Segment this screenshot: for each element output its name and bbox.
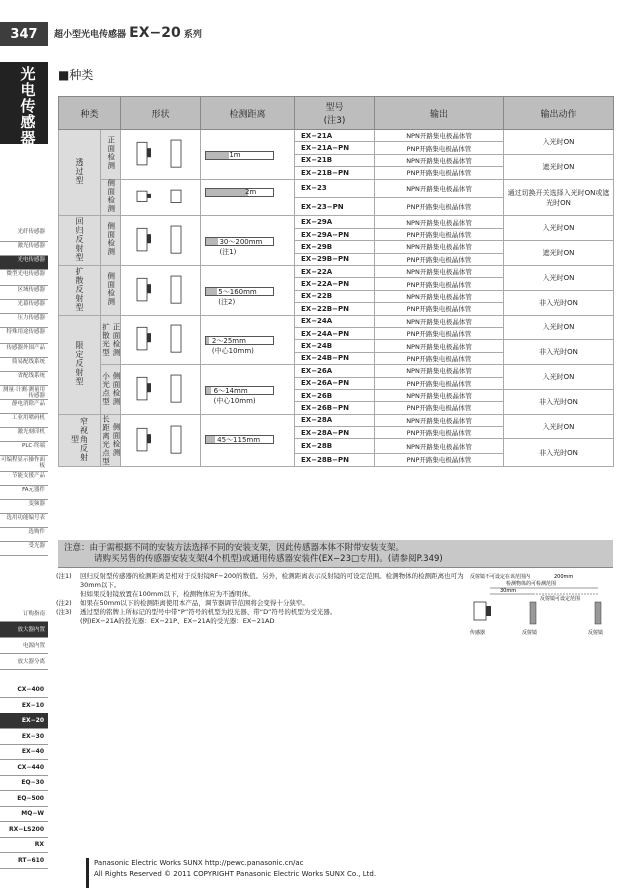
model-cell: EX−26B	[295, 389, 375, 401]
output-cell: NPN开路集电极晶体管	[375, 130, 504, 142]
output-cell: PNP开路集电极晶体管	[375, 198, 504, 216]
sidebar-nav-item[interactable]: 变频器	[0, 500, 48, 514]
footnote-key: (注1)	[56, 572, 72, 580]
shape-image-cell	[121, 315, 201, 365]
table-row	[59, 266, 614, 278]
section-title: ■种类	[58, 68, 94, 82]
output-cell: PNP开路集电极晶体管	[375, 352, 504, 364]
distance-bar-fill	[206, 288, 217, 295]
subcategory-label: 正面检测	[106, 136, 116, 171]
output-cell: NPN开路集电极晶体管	[375, 179, 504, 197]
title-suffix: 系列	[183, 30, 202, 40]
subcategory-label: 侧面检测	[112, 423, 122, 458]
sensor-shape-icon	[123, 217, 199, 262]
model-cell: EX−26B−PN	[295, 402, 375, 414]
category-cell	[59, 315, 101, 414]
sensor-shape-icon	[123, 417, 199, 462]
footnote-row	[56, 617, 466, 626]
model-cell: EX−29A	[295, 216, 375, 228]
distance-bar-fill	[206, 436, 215, 443]
shape-image-cell	[121, 414, 201, 466]
distance-bar-fill	[206, 238, 218, 245]
distance-cell	[201, 130, 295, 180]
subcategory-label: 小光点型	[101, 372, 111, 407]
title-series: EX−20	[129, 25, 181, 41]
action-cell: 入光时ON	[504, 365, 614, 390]
sidebar-nav-item[interactable]: 特殊用途传感器	[0, 328, 48, 344]
product-nav-item[interactable]: RT−610	[0, 853, 48, 869]
model-cell: EX−24A	[295, 315, 375, 327]
subcategory-cell	[101, 365, 121, 415]
output-cell: PNP开路集电极晶体管	[375, 427, 504, 439]
sidebar-nav-item[interactable]: 选用功能编号表	[0, 514, 48, 528]
sidebar-nav-item[interactable]: PLC·终端	[0, 442, 48, 456]
col-header-shape: 形状	[121, 97, 201, 130]
model-cell: EX−26A−PN	[295, 377, 375, 389]
sensor-shape-icon	[123, 267, 199, 312]
footnote-row	[56, 599, 466, 608]
shape-image-cell	[121, 365, 201, 415]
diagram-mirror-icon-2	[595, 602, 601, 624]
output-cell: PNP开路集电极晶体管	[375, 228, 504, 240]
footnote-text: (例)EX−21A的投光器：EX−21P、EX−21A的受光器：EX−21AD	[80, 617, 275, 625]
product-nav-item[interactable]: CX−440	[0, 760, 48, 776]
distance-bar	[205, 188, 274, 197]
sidebar-bottom-nav-item[interactable]: 放大器内置	[0, 622, 48, 638]
sidebar-nav-item[interactable]: 光幕传感器	[0, 300, 48, 314]
diagram-mirror-label-2: 反射镜	[588, 630, 604, 636]
sidebar-nav-item[interactable]: 压力传感器	[0, 314, 48, 328]
shape-image-cell	[121, 179, 201, 216]
table-row	[59, 365, 614, 377]
footnotes	[56, 572, 466, 626]
footnote-key: (注2)	[56, 599, 72, 607]
output-cell: PNP开路集电极晶体管	[375, 278, 504, 290]
footer-line-1: Panasonic Electric Works SUNX http://pewc.panasonic.cn/ac	[94, 859, 304, 867]
sensor-shape-icon	[123, 366, 199, 411]
action-cell: 非入光时ON	[504, 389, 614, 414]
diagram-mirror-icon	[530, 602, 536, 624]
output-cell: PNP开路集电极晶体管	[375, 402, 504, 414]
action-cell: 通过切换开关选择入光时ON或遮光时ON	[504, 179, 614, 216]
subcategory-label: 侧面检测	[106, 222, 116, 257]
model-cell: EX−28A	[295, 414, 375, 426]
diagram-200mm-label: 200mm	[554, 574, 574, 580]
sensor-shape-icon	[123, 316, 199, 361]
category-label: 透过型	[75, 158, 84, 186]
action-cell: 入光时ON	[504, 414, 614, 439]
reflector-range-diagram	[470, 572, 620, 642]
sidebar-bottom-nav-item[interactable]: 放大器分离	[0, 654, 48, 670]
subcategory-label: 侧面检测	[106, 179, 116, 214]
category-label: 扩散反射型	[75, 266, 84, 312]
sidebar-nav-item[interactable]: 区域传感器	[0, 286, 48, 300]
model-cell: EX−22B−PN	[295, 303, 375, 315]
subcategory-cell	[101, 266, 121, 316]
model-cell: EX−29B	[295, 241, 375, 253]
footnote-row	[56, 590, 466, 599]
types-table	[58, 96, 613, 467]
subcategory-cell	[101, 216, 121, 266]
output-cell: NPN开路集电极晶体管	[375, 340, 504, 352]
model-cell: EX−28B−PN	[295, 454, 375, 466]
output-cell: NPN开路集电极晶体管	[375, 241, 504, 253]
sidebar-nav-item[interactable]: 微型光电传感器	[0, 270, 48, 286]
product-nav-item[interactable]: RX	[0, 837, 48, 853]
output-cell: NPN开路集电极晶体管	[375, 414, 504, 426]
footnote-key: (注3)	[56, 608, 72, 616]
sidebar-nav-item[interactable]: 节能支援产品	[0, 472, 48, 486]
subcategory-label: 正面检测	[112, 322, 122, 357]
table-row	[59, 414, 614, 426]
table-row	[59, 179, 614, 197]
output-cell: PNP开路集电极晶体管	[375, 303, 504, 315]
col-header-output: 输出	[375, 97, 504, 130]
page-title	[54, 25, 202, 41]
output-cell: NPN开路集电极晶体管	[375, 154, 504, 166]
footnote-key	[56, 617, 80, 626]
category-cell	[59, 414, 101, 466]
distance-label: 1m	[229, 150, 241, 159]
diagram-detect-range-label: 检测物体的可检测范围	[506, 581, 557, 587]
table-row	[59, 216, 614, 228]
footnote-key	[56, 590, 80, 599]
output-cell: NPN开路集电极晶体管	[375, 266, 504, 278]
col-header-model	[295, 97, 375, 130]
distance-label: 2～25mm (中心10mm)	[211, 337, 254, 356]
model-cell: EX−23−PN	[295, 198, 375, 216]
col-header-type: 种类	[59, 97, 121, 130]
category-cell	[59, 130, 101, 216]
distance-label: 5～160mm (注2)	[218, 287, 257, 306]
sidebar-nav-item[interactable]: 激光刻印机	[0, 428, 48, 442]
footnote-row	[56, 572, 466, 590]
category-cell	[59, 266, 101, 316]
action-cell: 入光时ON	[504, 315, 614, 340]
model-header-l1: 型号	[325, 103, 344, 113]
shape-image-cell	[121, 130, 201, 180]
product-nav-item[interactable]: MQ−W	[0, 806, 48, 822]
col-header-distance: 检测距离	[201, 97, 295, 130]
note-line-1: 注意：由于需根据不同的安装方法选择不同的安装支架，因此传感器本体不附带安装支架。	[64, 543, 405, 553]
model-cell: EX−24A−PN	[295, 327, 375, 339]
table-row	[59, 130, 614, 142]
footer	[94, 858, 376, 880]
sidebar-nav-item[interactable]: 传感器外围产品	[0, 344, 48, 358]
install-note	[58, 540, 613, 568]
distance-cell	[201, 179, 295, 216]
output-cell: PNP开路集电极晶体管	[375, 377, 504, 389]
footnote-row	[56, 608, 466, 617]
diagram-sensor-label: 传感器	[470, 630, 486, 636]
sidebar-nav-item[interactable]: 光电传感器	[0, 256, 48, 270]
model-cell: EX−29B−PN	[295, 253, 375, 265]
diagram-mirror-label: 反射镜	[522, 630, 538, 636]
model-header-l2: (注3)	[323, 116, 346, 126]
diagram-sensor-icon	[474, 602, 491, 620]
footnote-text: 回归反射型传感器的检测距离是相对于反射镜RF−200的数值。另外，检测距离表示反射镜的可设定范围。检测物体的检测距离也可为30mm以下。	[80, 572, 464, 589]
sidebar-nav-item[interactable]: 工业用喷码机	[0, 414, 48, 428]
category-label: 限定反射型	[75, 341, 84, 387]
subcategory-cell	[101, 315, 121, 365]
output-cell: NPN开路集电极晶体管	[375, 315, 504, 327]
page-number: 347	[0, 22, 48, 46]
sidebar-nav-item[interactable]: 测量·计测·测量用传感器	[0, 386, 48, 400]
output-cell: PNP开路集电极晶体管	[375, 454, 504, 466]
sidebar-nav-item[interactable]: FA元器件	[0, 486, 48, 500]
model-cell: EX−21A	[295, 130, 375, 142]
model-cell: EX−22A	[295, 266, 375, 278]
distance-bar-fill	[206, 189, 248, 196]
subcategory-label: 扩散光型	[101, 322, 111, 357]
subcategory-cell	[101, 414, 121, 466]
subcategory-label: 长距离光点型	[101, 414, 111, 466]
product-nav-item[interactable]: EX−10	[0, 698, 48, 714]
sidebar-nav-item[interactable]: 静电消除产品	[0, 400, 48, 414]
subcategory-cell	[101, 130, 121, 180]
distance-label: 2m	[244, 187, 257, 196]
table-row	[59, 315, 614, 327]
footnote-text: 但如果反射镜放置在100mm以下，检测物体应为不透明体。	[80, 590, 255, 598]
title-prefix: 超小型光电传感器	[54, 30, 127, 40]
model-cell: EX−28A−PN	[295, 427, 375, 439]
action-cell: 非入光时ON	[504, 439, 614, 466]
model-cell: EX−21B−PN	[295, 167, 375, 179]
sidebar-nav-item[interactable]: 简易配线系统	[0, 358, 48, 372]
sidebar-vertical-title: 光电传感器	[20, 65, 36, 147]
action-cell: 遮光时ON	[504, 241, 614, 266]
subcategory-cell	[101, 179, 121, 216]
model-cell: EX−22B	[295, 290, 375, 302]
table-header-row	[59, 97, 614, 130]
output-cell: PNP开路集电极晶体管	[375, 167, 504, 179]
shape-image-cell	[121, 216, 201, 266]
sidebar-bottom-nav-item[interactable]: 电源内置	[0, 638, 48, 654]
distance-bar-fill	[206, 152, 229, 159]
output-cell: NPN开路集电极晶体管	[375, 389, 504, 401]
category-cell	[59, 216, 101, 266]
output-cell: PNP开路集电极晶体管	[375, 253, 504, 265]
sidebar-nav-item[interactable]: 光纤传感器	[0, 228, 48, 242]
distance-bar-fill	[206, 387, 211, 394]
model-cell: EX−28B	[295, 439, 375, 454]
action-cell: 入光时ON	[504, 216, 614, 241]
sidebar-nav-item[interactable]: 选购件	[0, 528, 48, 542]
output-cell: NPN开路集电极晶体管	[375, 216, 504, 228]
product-nav-item[interactable]: EQ−500	[0, 791, 48, 807]
diagram-cannot-set-label: 反射镜不可设定在该范围内	[470, 574, 531, 580]
product-nav-item[interactable]: EQ−30	[0, 775, 48, 791]
shape-image-cell	[121, 266, 201, 316]
action-cell: 入光时ON	[504, 130, 614, 155]
model-cell: EX−29A−PN	[295, 228, 375, 240]
distance-label: 6～14mm (中心10mm)	[213, 386, 256, 405]
model-cell: EX−24B−PN	[295, 352, 375, 364]
model-cell: EX−24B	[295, 340, 375, 352]
sidebar-nav-item[interactable]: 省配线系统	[0, 372, 48, 386]
category-label: 窄视角反射型	[70, 416, 89, 462]
distance-label: 45～115mm	[217, 436, 261, 445]
footer-line-2: All Rights Reserved © 2011 COPYRIGHT Panasonic Electric Works SUNX Co., Ltd.	[94, 870, 377, 878]
sidebar-bottom-nav-item[interactable]: 订购指南	[0, 606, 48, 622]
product-nav-item[interactable]: EX−40	[0, 744, 48, 760]
product-nav-item[interactable]: EX−30	[0, 729, 48, 745]
action-cell: 入光时ON	[504, 266, 614, 291]
diagram-mirror-range-label: 反射镜可设定范围	[540, 596, 581, 602]
diagram-30mm-label: 30mm	[500, 588, 517, 594]
category-label: 回归反射型	[75, 217, 84, 263]
sidebar-nav-item[interactable]: 受光器	[0, 542, 48, 556]
distance-label: 30～200mm (注1)	[219, 238, 263, 257]
note-line-2: 请购买另售的传感器安装支架(4个机型)或通用传感器安装件(EX−23□专用)。(请参阅P.349)	[94, 554, 443, 564]
sensor-shape-icon	[123, 186, 199, 207]
product-nav-item[interactable]: EX−20	[0, 713, 48, 729]
distance-cell	[201, 365, 295, 415]
product-nav-item[interactable]: CX−400	[0, 682, 48, 698]
model-cell: EX−23	[295, 179, 375, 197]
footnote-text: 透过型的铭牌上所标记的型号中带“P”符号的机型为投光器、带“D”符号的机型为受光器。	[80, 608, 337, 616]
distance-cell	[201, 414, 295, 466]
output-cell: PNP开路集电极晶体管	[375, 142, 504, 154]
model-cell: EX−26A	[295, 365, 375, 377]
model-cell: EX−21B	[295, 154, 375, 166]
subcategory-label: 侧面检测	[112, 372, 122, 407]
distance-cell	[201, 216, 295, 266]
col-header-action: 输出动作	[504, 97, 614, 130]
output-cell: NPN开路集电极晶体管	[375, 365, 504, 377]
output-cell: PNP开路集电极晶体管	[375, 327, 504, 339]
sensor-shape-icon	[123, 131, 199, 176]
subcategory-label: 侧面检测	[106, 272, 116, 307]
footer-bar	[86, 858, 89, 888]
model-cell: EX−21A−PN	[295, 142, 375, 154]
action-cell: 遮光时ON	[504, 154, 614, 179]
model-cell: EX−22A−PN	[295, 278, 375, 290]
distance-bar-fill	[206, 337, 209, 344]
output-cell: NPN开路集电极晶体管	[375, 290, 504, 302]
footnote-text: 如果在50mm以下的检测距离使用本产品，调节器调节范围将会变得十分狭窄。	[80, 599, 309, 607]
distance-cell	[201, 315, 295, 365]
action-cell: 非入光时ON	[504, 340, 614, 365]
output-cell: NPN开路集电极晶体管	[375, 439, 504, 454]
sidebar-nav-item[interactable]: 可编程显示操作面板	[0, 456, 48, 472]
product-nav-item[interactable]: RX−LS200	[0, 822, 48, 838]
sidebar-nav-item[interactable]: 激光传感器	[0, 242, 48, 256]
action-cell: 非入光时ON	[504, 290, 614, 315]
distance-cell	[201, 266, 295, 316]
